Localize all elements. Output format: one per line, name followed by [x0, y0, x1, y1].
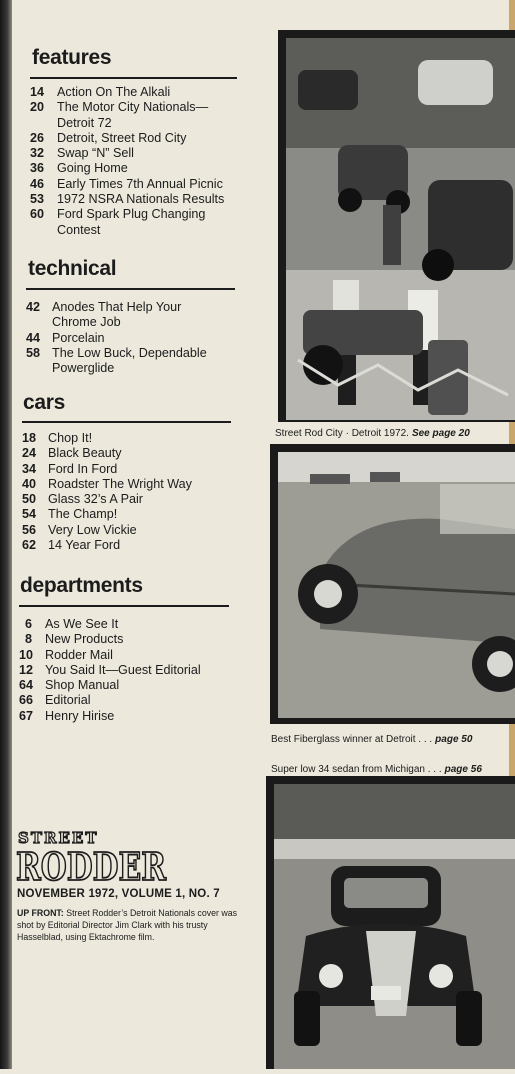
toc-title: The Low Buck, Dependable Powerglide [52, 345, 207, 376]
toc-item[interactable] [22, 538, 232, 553]
toc-page: 50 [22, 492, 37, 507]
photo-caption [271, 764, 482, 775]
toc-page: 34 [22, 461, 37, 476]
toc-item[interactable] [19, 709, 234, 724]
toc-item[interactable] [22, 462, 232, 477]
section-rule [19, 605, 229, 607]
toc-page: 14 [30, 85, 45, 99]
caption-page-ref: page 50 [435, 734, 473, 745]
up-front-label: UP FRONT: [17, 908, 64, 918]
toc-list [26, 300, 226, 376]
toc-page: 56 [22, 522, 37, 537]
toc-title: Going Home [57, 161, 128, 176]
toc-title: The Motor City Nationals— Detroit 72 [57, 100, 209, 130]
toc-page: 12 [19, 662, 34, 677]
toc-title: 14 Year Ford [48, 538, 121, 553]
logo-line-2: RODDER [16, 844, 167, 889]
photo-caption [271, 734, 472, 745]
section-rule [22, 421, 231, 423]
toc-title: Action On The Alkali [57, 85, 171, 99]
toc-item[interactable] [19, 648, 234, 663]
toc-item[interactable] [26, 346, 226, 377]
section-rule [30, 77, 237, 79]
toc-title: Editorial [45, 693, 91, 708]
caption-text: Best Fiberglass winner at Detroit . . . [271, 734, 433, 745]
toc-title: Chop It! [48, 431, 93, 445]
toc-page: 24 [22, 446, 37, 461]
toc-item[interactable] [30, 100, 245, 131]
toc-item[interactable] [26, 300, 226, 331]
toc-list [30, 85, 245, 238]
toc-title: Swap “N” Sell [57, 146, 134, 161]
toc-title: Ford In Ford [48, 461, 118, 476]
toc-page: 58 [26, 345, 41, 360]
caption-text: Super low 34 sedan from Michigan . . . [271, 764, 442, 775]
toc-title: The Champ! [48, 507, 118, 522]
toc-item[interactable] [30, 85, 245, 100]
toc-page: 62 [22, 538, 37, 553]
toc-title: Shop Manual [45, 678, 120, 693]
toc-title: 1972 NSRA Nationals Results [57, 192, 225, 207]
caption-text: Street Rod City · Detroit 1972. [275, 428, 409, 439]
toc-item[interactable] [22, 492, 232, 507]
section-title: cars [23, 391, 66, 414]
toc-page: 8 [25, 632, 33, 647]
toc-item[interactable] [22, 507, 232, 522]
toc-title: Glass 32’s A Pair [48, 492, 143, 507]
caption-page-ref: page 56 [444, 764, 482, 775]
caption-page-ref: See page 20 [411, 428, 470, 439]
toc-page: 42 [26, 300, 41, 314]
toc-page: 10 [19, 647, 34, 662]
toc-page: 6 [25, 617, 33, 631]
toc-page: 67 [19, 708, 34, 723]
toc-title: Porcelain [52, 330, 105, 345]
toc-item[interactable] [30, 207, 245, 238]
toc-page: 20 [30, 100, 45, 115]
toc-title: You Said It—Guest Editorial [45, 662, 201, 677]
toc-item[interactable] [19, 693, 234, 708]
toc-title: Black Beauty [48, 446, 122, 461]
toc-page: 66 [19, 693, 34, 708]
section-title: departments [20, 574, 143, 597]
toc-item[interactable] [30, 131, 245, 146]
toc-item[interactable] [30, 161, 245, 176]
toc-item[interactable] [30, 177, 245, 192]
section-title: technical [28, 257, 117, 280]
toc-title: Early Times 7th Annual Picnic [57, 176, 223, 191]
up-front-note [17, 907, 253, 943]
toc-title: Roadster The Wright Way [48, 476, 192, 491]
toc-title: As We See It [45, 617, 119, 631]
toc-page: 32 [30, 146, 45, 161]
photo-34-sedan [266, 776, 515, 1069]
toc-item[interactable] [22, 523, 232, 538]
toc-item[interactable] [30, 192, 245, 207]
toc-list [19, 617, 234, 724]
toc-item[interactable] [19, 617, 234, 632]
toc-page: 64 [19, 678, 34, 693]
issue-line: NOVEMBER 1972, VOLUME 1, NO. 7 [17, 888, 220, 900]
section-title: features [32, 46, 112, 69]
toc-item[interactable] [19, 632, 234, 647]
magazine-spine [0, 0, 12, 1069]
section-rule [26, 288, 235, 290]
toc-item[interactable] [22, 477, 232, 492]
toc-page: 40 [22, 476, 37, 491]
up-front-text: Street Rodder’s Detroit Nationals cover was shot by Editorial Director Jim Clark with his trusty Hasselblad, using Ektachrome film. [17, 908, 238, 942]
logo-line-1: STREET [18, 829, 99, 847]
toc-item[interactable] [19, 678, 234, 693]
toc-title: Detroit, Street Rod City [57, 130, 187, 145]
toc-page: 26 [30, 130, 45, 145]
toc-page: 36 [30, 161, 45, 176]
toc-title: Anodes That Help Your Chrome Job [52, 300, 182, 330]
toc-item[interactable] [19, 663, 234, 678]
toc-title: Very Low Vickie [48, 522, 137, 537]
toc-page: 53 [30, 192, 45, 207]
photo-caption [275, 428, 470, 439]
toc-title: Henry Hirise [45, 708, 115, 723]
toc-item[interactable] [26, 331, 226, 346]
photo-street-rod-city [278, 30, 515, 422]
toc-title: Rodder Mail [45, 647, 113, 662]
toc-list [22, 431, 232, 553]
toc-item[interactable] [22, 446, 232, 461]
toc-page: 44 [26, 330, 41, 345]
toc-title: New Products [45, 632, 124, 647]
toc-title: Ford Spark Plug Changing Contest [57, 207, 206, 237]
toc-item[interactable] [30, 146, 245, 161]
toc-page: 54 [22, 507, 37, 522]
photo-best-fiberglass [270, 444, 515, 724]
street-rodder-logo [15, 828, 170, 889]
toc-item[interactable] [22, 431, 232, 446]
toc-page: 46 [30, 176, 45, 191]
toc-page: 18 [22, 431, 37, 445]
toc-page: 60 [30, 207, 45, 222]
